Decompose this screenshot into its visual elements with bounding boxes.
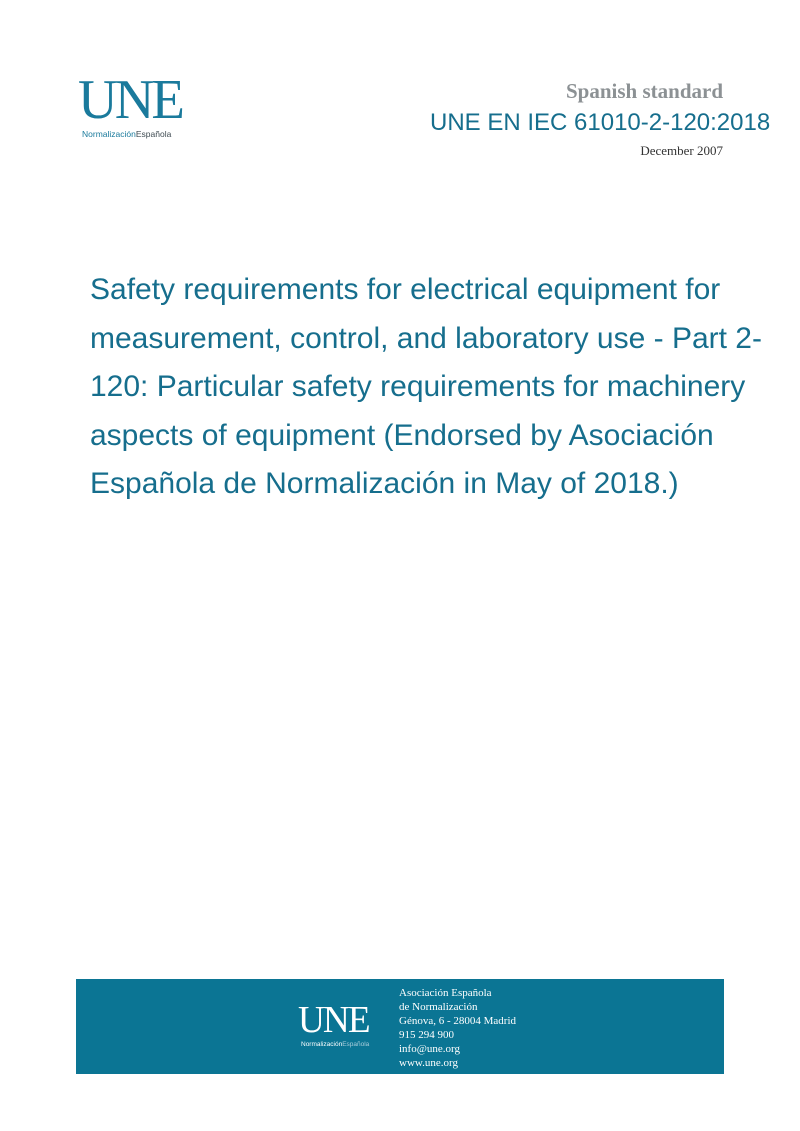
footer-logo-mark: UNE [298, 999, 369, 1041]
org-name-line1: Asociación Española [399, 987, 492, 999]
document-title: Safety requirements for electrical equipment for measurement, control, and laboratory use - Part 2-120: Particular safety requirements for machinery aspects of equipment (Endorsed by Asociación Española de Normalización in May of 2018.) [90, 273, 762, 500]
org-phone: 915 294 900 [399, 1029, 454, 1041]
org-email: info@une.org [399, 1043, 460, 1055]
org-address: Génova, 6 - 28004 Madrid [399, 1015, 517, 1027]
publication-date: December 2007 [640, 143, 723, 158]
org-name-line2: de Normalización [399, 1001, 478, 1013]
footer-contact-info [399, 986, 516, 1070]
document-header [566, 78, 723, 104]
org-website: www.une.org [399, 1057, 458, 1069]
une-logo-tagline-a: Normalización [82, 129, 136, 139]
footer-band [76, 979, 724, 1074]
footer-logo-tagline-b: Española [342, 1041, 370, 1048]
footer-logo-tagline [301, 1040, 369, 1050]
footer-logo-tagline-a: Normalización [301, 1041, 343, 1048]
footer-une-logo [298, 1001, 388, 1051]
standard-code: UNE EN IEC 61010-2-120:2018 [430, 109, 771, 136]
une-logo-tagline [82, 129, 171, 139]
une-logo-mark: UNE [78, 69, 182, 131]
une-logo-tagline-b: Española [135, 129, 172, 139]
document-kind: Spanish standard [566, 79, 723, 103]
une-logo [78, 69, 198, 144]
